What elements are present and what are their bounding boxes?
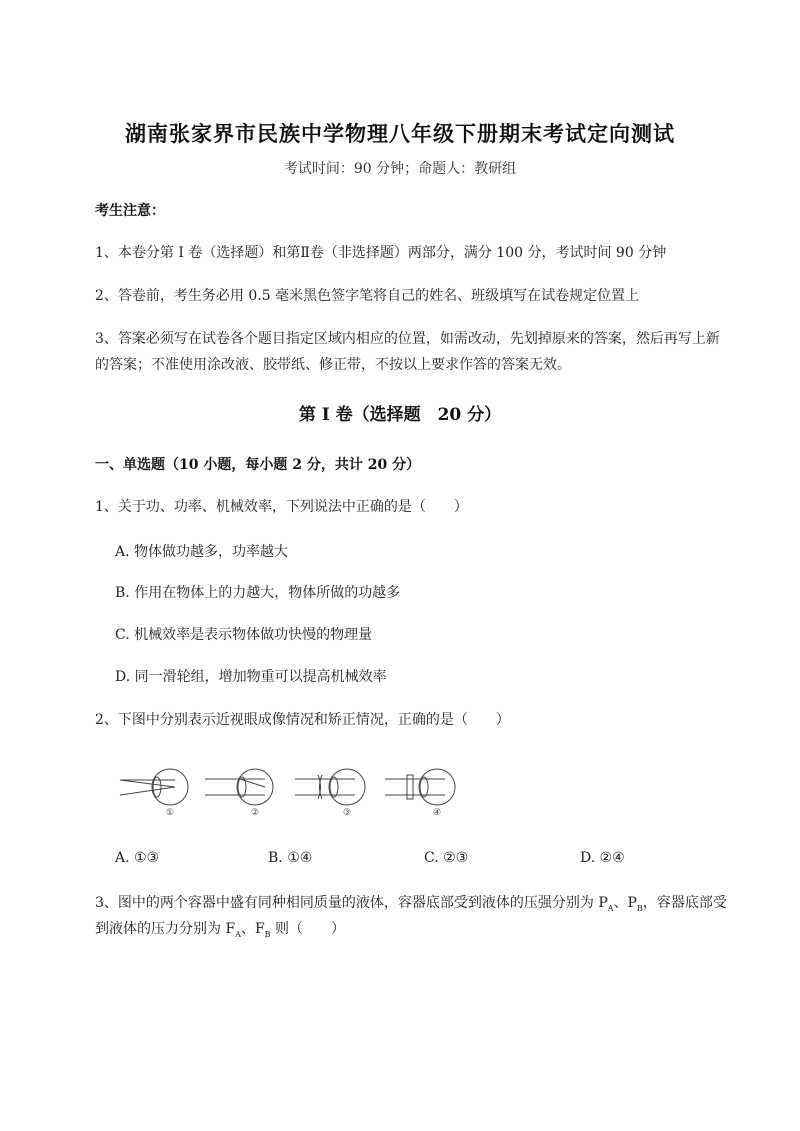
q2-option-c: C. ②③ bbox=[424, 850, 469, 866]
q2-option-b: B. ①④ bbox=[268, 850, 313, 866]
q1-stem: 1、关于功、功率、机械效率，下列说法中正确的是（ ） bbox=[95, 499, 468, 515]
eye-lens-figure bbox=[115, 765, 465, 820]
q2-stem: 2、下图中分别表示近视眼成像情况和矫正情况，正确的是（ ） bbox=[95, 712, 510, 728]
notice-heading: 考生注意： bbox=[95, 203, 165, 219]
notice-item-2: 2、答卷前，考生务必用 0.5 毫米黑色签字笔将自己的姓名、班级填写在试卷规定位置上 bbox=[95, 288, 640, 304]
eye-diagram-1 bbox=[120, 769, 188, 805]
exam-title: 湖南张家界市民族中学物理八年级下册期末考试定向测试 bbox=[125, 121, 675, 146]
exam-subtitle: 考试时间：90 分钟；命题人：教研组 bbox=[283, 161, 517, 177]
figure-label-1: ① bbox=[165, 808, 175, 818]
q3-stem-line2: 到液体的压力分别为 $F_A$、$F_B$ 则（ ） bbox=[95, 921, 346, 939]
q1-option-a: A. 物体做功越多，功率越大 bbox=[115, 544, 289, 560]
eye-diagram-4 bbox=[385, 769, 455, 805]
q1-option-b: B. 作用在物体上的力越大，物体所做的功越多 bbox=[115, 585, 401, 601]
figure-label-3: ③ bbox=[342, 808, 352, 818]
section-title: 第 I 卷（选择题 20 分） bbox=[298, 405, 502, 425]
eye-diagram-3 bbox=[295, 769, 365, 805]
q2-option-d: D. ②④ bbox=[580, 850, 625, 866]
q1-option-c: C. 机械效率是表示物体做功快慢的物理量 bbox=[115, 627, 373, 643]
notice-item-3-cont: 的答案；不准使用涂改液、胶带纸、修正带，不按以上要求作答的答案无效。 bbox=[95, 357, 571, 373]
part-heading: 一、单选题（10 小题，每小题 2 分，共计 20 分） bbox=[95, 457, 421, 473]
notice-item-1: 1、本卷分第 I 卷（选择题）和第Ⅱ卷（非选择题）两部分，满分 100 分，考试时间 90 分钟 bbox=[95, 245, 667, 261]
figure-label-2: ② bbox=[250, 808, 260, 818]
figure-label-4: ④ bbox=[432, 808, 442, 818]
notice-item-3: 3、答案必须写在试卷各个题目指定区域内相应的位置，如需改动，先划掉原来的答案，然后再写上新 bbox=[95, 331, 720, 347]
q3-stem-line1: 3、图中的两个容器中盛有同种相同质量的液体，容器底部受到液体的压强分别为 $P_A$、$P_B$，容器底部受 bbox=[95, 895, 727, 913]
q1-option-d: D. 同一滑轮组，增加物重可以提高机械效率 bbox=[115, 669, 387, 685]
q2-option-a: A. ①③ bbox=[115, 850, 160, 866]
eye-diagram-2 bbox=[205, 769, 273, 805]
